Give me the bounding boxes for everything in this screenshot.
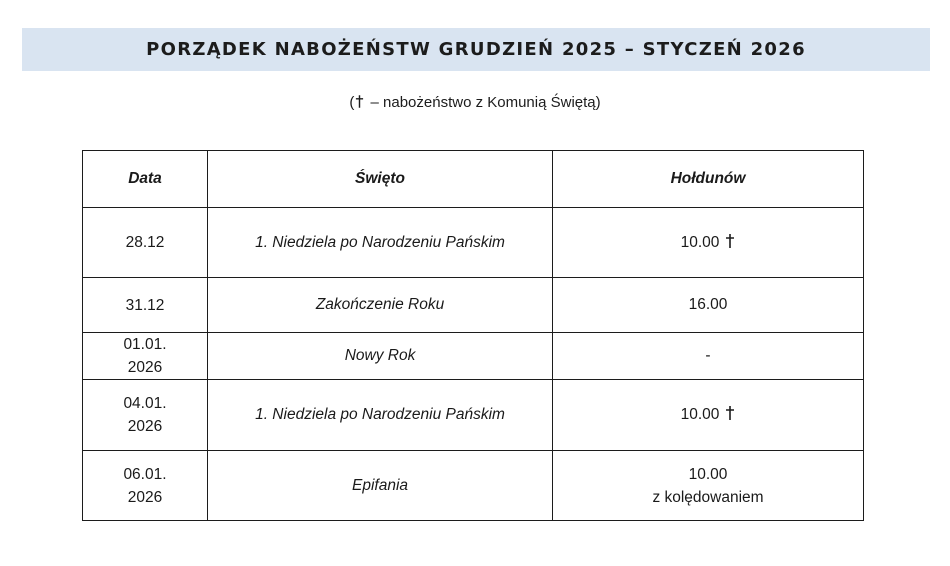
header-banner [22,28,930,71]
feast-cell: 1. Niedziela po Narodzeniu Pańskim [208,208,553,278]
time-value: - [705,347,711,364]
cross-icon [725,406,735,420]
date-line1: 06.01. [123,465,167,483]
feast-cell: 1. Niedziela po Narodzeniu Pańskim [208,380,553,451]
date-line1: 28.12 [125,234,165,251]
date-cell [83,380,208,451]
time-value: 10.00 [688,465,728,483]
time-cell [553,333,864,380]
date-line2: 2026 [127,418,163,435]
table-row [83,278,864,333]
schedule-table [82,150,864,521]
header-date: Data [83,151,208,208]
time-cell [553,278,864,333]
date-line2: 2026 [127,488,163,506]
date-cell [83,333,208,380]
cross-icon [355,95,364,108]
feast-cell: Epifania [208,451,553,521]
time-value: 10.00 [680,233,720,251]
time-note: z kolędowaniem [652,488,764,506]
legend [0,94,950,111]
header-feast: Święto [208,151,553,208]
time-value: 16.00 [688,296,728,313]
date-line2: 2026 [127,359,163,376]
table-row [83,333,864,380]
time-cell [553,208,864,278]
table-row [83,380,864,451]
page-title: PORZĄDEK NABOŻEŃSTW GRUDZIEŃ 2025 – STYCZEŃ 2026 [146,39,806,60]
date-cell [83,278,208,333]
date-cell [83,451,208,521]
date-line1: 01.01. [123,336,167,353]
feast-cell: Zakończenie Roku [208,278,553,333]
time-cell [553,380,864,451]
table-row [83,451,864,521]
legend-text: – nabożeństwo z Komunią Świętą) [366,94,601,111]
table-row [83,208,864,278]
date-cell [83,208,208,278]
cross-icon [725,234,735,248]
feast-cell: Nowy Rok [208,333,553,380]
table-header-row [83,151,864,208]
header-time: Hołdunów [553,151,864,208]
date-line1: 04.01. [123,395,167,412]
legend-open-paren: ( [349,94,355,111]
time-cell [553,451,864,521]
date-line1: 31.12 [125,296,165,314]
time-value: 10.00 [680,406,720,423]
